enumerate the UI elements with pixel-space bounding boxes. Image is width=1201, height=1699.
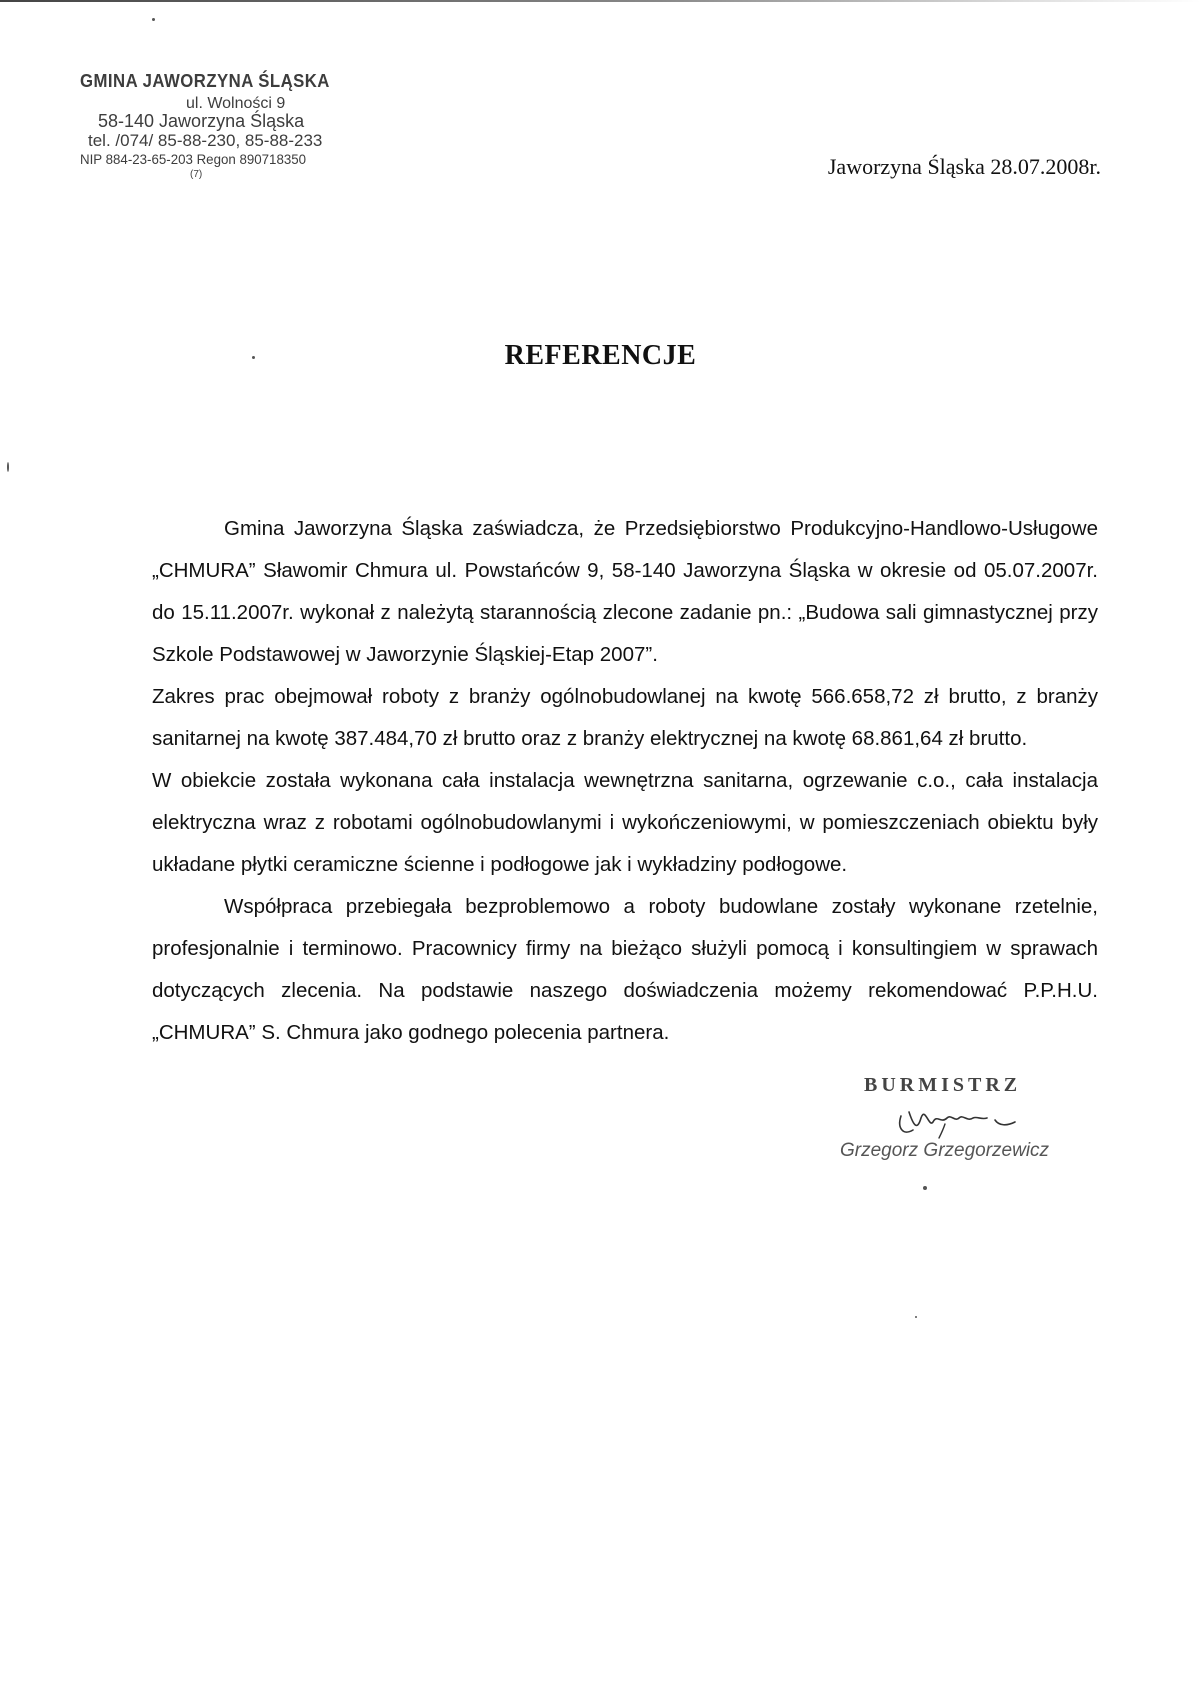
signatory-name: Grzegorz Grzegorzewicz bbox=[840, 1140, 1050, 1161]
body-paragraph: Zakres prac obejmował roboty z branży ogólnobudowlanej na kwotę 566.658,72 zł brutto, z branży sanitarnej na kwotę 387.484,70 zł brutto oraz z branży elektrycznej na kwotę 68.861,64 zł brutto. bbox=[152, 685, 1098, 750]
handwritten-signature bbox=[895, 1094, 1055, 1144]
body-paragraph: Gmina Jaworzyna Śląska zaświadcza, że Przedsiębiorstwo Produkcyjno-Handlowo-Usługowe „CHMURA” Sławomir Chmura ul. Powstańców 9, 58-140 Jaworzyna Śląska w okresie od 05.07.2007r. do 15.11.2007r. wykonał z należytą starannością zlecone zadanie pn.: „Budowa sali gimnastycznej przy Szkole Podstawowej w Jaworzynie Śląskiej-Etap 2007”. bbox=[152, 517, 1098, 666]
stamp-name: GMINA JAWORZYNA ŚLĄSKA bbox=[80, 71, 330, 91]
document-title: REFERENCJE bbox=[504, 340, 697, 371]
stamp-code: (7) bbox=[190, 169, 203, 180]
document-body bbox=[152, 508, 1098, 1054]
scan-speck bbox=[152, 18, 155, 21]
body-paragraph: W obiekcie została wykonana cała instalacja wewnętrzna sanitarna, ogrzewanie c.o., cała instalacja elektryczna wraz z robotami ogólnobudowlanymi i wykończeniowymi, w pomieszczeniach obiektu były układane płytki ceramiczne ścienne i podłogowe jak i wykładziny podłogowe. bbox=[152, 769, 1098, 876]
stamp-ids: NIP 884-23-65-203 Regon 890718350 bbox=[80, 151, 307, 167]
signature-block bbox=[840, 1074, 1090, 1204]
scan-speck bbox=[7, 462, 9, 472]
scan-speck bbox=[915, 1316, 917, 1318]
body-paragraph: Współpraca przebiegała bezproblemowo a roboty budowlane zostały wykonane rzetelnie, profesjonalnie i terminowo. Pracownicy firmy na bieżąco służyli pomocą i konsultingiem w sprawach dotyczących zlecenia. Na podstawie naszego doświadczenia możemy rekomendować P.P.H.U. „CHMURA” S. Chmura jako godnego polecenia partnera. bbox=[152, 895, 1098, 1044]
stamp-phone: tel. /074/ 85-88-230, 85-88-233 bbox=[88, 131, 323, 150]
stamp-street: ul. Wolności 9 bbox=[186, 95, 286, 112]
stamp-postal: 58-140 Jaworzyna Śląska bbox=[98, 111, 305, 131]
scan-top-edge bbox=[0, 0, 1201, 2]
document-date: Jaworzyna Śląska 28.07.2008r. bbox=[827, 154, 1101, 179]
signature-title: BURMISTRZ bbox=[864, 1074, 1022, 1096]
